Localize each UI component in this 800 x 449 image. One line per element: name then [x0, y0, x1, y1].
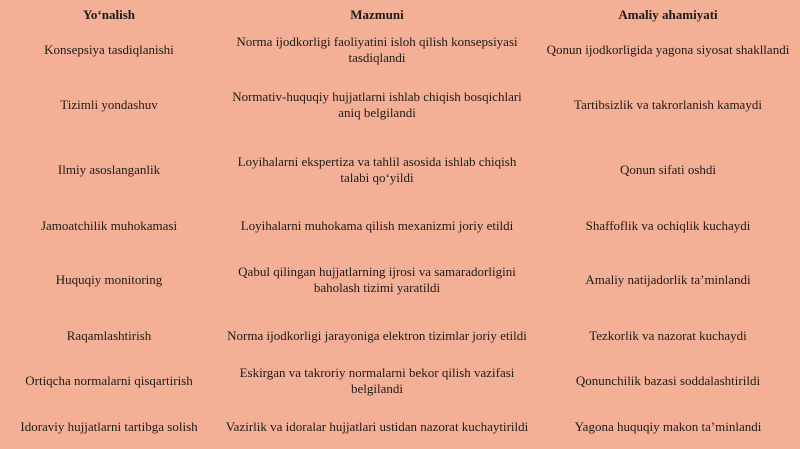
row-content: Norma ijodkorligi jarayoniga elektron tizimlar joriy etildi — [227, 328, 527, 343]
table-row — [0, 152, 800, 188]
table-row — [0, 409, 800, 445]
row-direction: Raqamlashtirish — [66, 328, 152, 343]
row-content: Norma ijodkorligi faoliyatini isloh qilish konsepsiyasi tasdiqlandi — [236, 34, 518, 65]
row-content: Loyihalarni muhokama qilish mexanizmi joriy etildi — [240, 218, 514, 233]
header-content: Mazmuni — [350, 7, 404, 22]
row-significance: Yagona huquqiy makon ta’minlandi — [574, 419, 762, 434]
row-significance: Shaffoflik va ochiqlik kuchaydi — [585, 218, 751, 233]
row-direction: Huquqiy monitoring — [55, 272, 163, 287]
row-significance: Qonunchilik bazasi soddalashtirildi — [575, 373, 761, 388]
table-row — [0, 363, 800, 399]
header-direction: Yo‘nalish — [82, 7, 136, 22]
row-content: Loyihalarni ekspertiza va tahlil asosida ishlab chiqish talabi qo‘yildi — [237, 154, 517, 185]
table-row — [0, 262, 800, 298]
row-content: Eskirgan va takroriy normalarni bekor qilish vazifasi belgilandi — [239, 365, 515, 396]
row-content: Vazirlik va idoralar hujjatlari ustidan nazorat kuchaytirildi — [225, 419, 529, 434]
row-direction: Jamoatchilik muhokamasi — [40, 218, 178, 233]
row-content: Normativ-huquqiy hujjatlarni ishlab chiqish bosqichlari aniq belgilandi — [232, 89, 522, 120]
table-row — [0, 32, 800, 68]
header-significance: Amaliy ahamiyati — [618, 7, 718, 22]
table-row — [0, 87, 800, 123]
row-direction: Ortiqcha normalarni qisqartirish — [25, 373, 193, 388]
row-significance: Amaliy natijadorlik ta’minlandi — [585, 272, 751, 287]
row-significance: Qonun ijodkorligida yagona siyosat shakllandi — [546, 42, 790, 57]
table-header-row — [0, 4, 800, 26]
row-significance: Tezkorlik va nazorat kuchaydi — [589, 328, 747, 343]
row-direction: Konsepsiya tasdiqlanishi — [44, 42, 174, 57]
row-significance: Tartibsizlik va takrorlanish kamaydi — [574, 97, 762, 112]
row-significance: Qonun sifati oshdi — [619, 162, 717, 177]
row-direction: Ilmiy asoslanganlik — [57, 162, 161, 177]
row-content: Qabul qilingan hujjatlarning ijrosi va samaradorligini baholash tizimi yaratildi — [238, 264, 516, 295]
row-direction: Idoraviy hujjatlarni tartibga solish — [20, 419, 198, 434]
table-row — [0, 216, 800, 236]
row-direction: Tizimli yondashuv — [60, 97, 158, 112]
table-row — [0, 326, 800, 346]
